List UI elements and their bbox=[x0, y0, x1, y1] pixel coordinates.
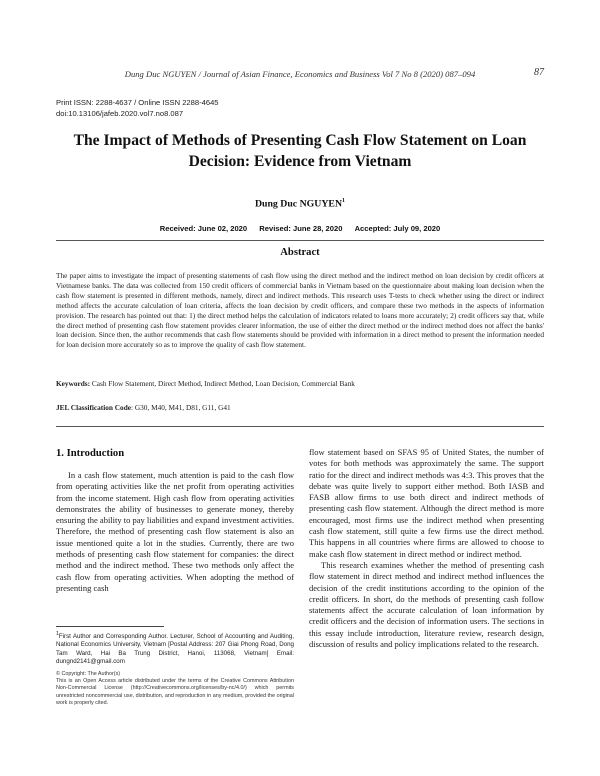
section-heading-introduction: 1. Introduction bbox=[56, 448, 125, 459]
bottom-rule bbox=[56, 426, 544, 427]
author-name bbox=[56, 198, 544, 209]
received-date: Received: June 02, 2020 bbox=[159, 224, 248, 233]
issn-block bbox=[56, 97, 219, 119]
accepted-date: Accepted: July 09, 2020 bbox=[354, 224, 441, 233]
paper-title: The Impact of Methods of Presenting Cash Flow Statement on Loan Decision: Evidence from Vietnam bbox=[73, 132, 527, 170]
abstract-heading: Abstract bbox=[280, 247, 320, 258]
keywords-text: Cash Flow Statement, Direct Method, Indirect Method, Loan Decision, Commercial Bank bbox=[91, 379, 355, 388]
issn-line: Print ISSN: 2288-4637 / Online ISSN 2288-4645 bbox=[56, 98, 219, 107]
jel-line bbox=[56, 403, 544, 412]
revised-date: Revised: June 28, 2020 bbox=[259, 224, 343, 233]
top-rule bbox=[56, 240, 544, 241]
right-column bbox=[309, 447, 544, 650]
footnote-text: First Author and Corresponding Author. Lecturer, School of Accounting and Auditing, National Economics University, Vietnam [Postal Address: 207 Giai Phong Road, Dong Tam Ward, Hai Ba Trung District, Hanoi, 113068, Vietnam] Email: dungnd2141@gmail.com bbox=[56, 633, 294, 665]
jel-label: JEL Classification Code bbox=[56, 403, 132, 412]
author-footnote-mark: 1 bbox=[342, 198, 346, 204]
intro-paragraph-2: flow statement based on SFAS 95 of United States, the number of votes for both methods was approximately the same. The support ratio for the direct and indirect methods was 4:3. This proves that the debate was quite lively to support either method. Both IASB and FASB allow firms to use both direct and indirect methods of presenting cash flow statement. Although the direct method is more encouraged, most firms use the indirect method when presenting cash flow statement, still quite a few firms use the direct method. This happens in all countries where firms are allowed to choose to make cash flow statement in direct method or indirect method. bbox=[309, 447, 544, 559]
keywords-label: Keywords: bbox=[56, 379, 91, 388]
abstract-body: The paper aims to investigate the impact of presenting statements of cash flow using the direct method and the indirect method on loan decision by credit officers at Vietnamese banks. The data was collected from 150 credit officers of commercial banks in Vietnam based on the questionnaire about making loan decision when the cash flow statement is presented in different methods, namely, direct and indirect methods. This research uses T-tests to check whether using the direct or indirect method affects the accurate calculation of loan criteria, affects the loan decision by credit officers, and compare these two methods in the aspects of information provision. The research has pointed out that: 1) the direct method helps the calculation of indicators related to loans more accurately; 2) credit officers say that, while the direct method of presenting cash flow statement provides clearer information, the use of either the direct method or the indirect method does not affect the banks' loan decision. Since then, the author recommends that cash flow statements should be provided with information in a direct method to present the information needed for loan decision more accurately so as to improve the quality of cash flow statement. bbox=[56, 271, 544, 350]
copyright-notice bbox=[56, 671, 294, 707]
running-header: Dung Duc NGUYEN / Journal of Asian Finance, Economics and Business Vol 7 No 8 (2020) 087–094 bbox=[124, 69, 476, 79]
footnote-mark: 1 bbox=[56, 631, 59, 637]
intro-paragraph-3: This research examines whether the method of presenting cash flow statement in direct method and indirect method influences the decision of the credit institutions according to the opinion of the credit officers. In short, do the methods of presenting cash follow statements affect the accurate calculation of loan information by credit officers and the decision of information users. The sections in this essay include introduction, literature review, research design, discussion of results and policy implications related to the research. bbox=[309, 559, 544, 650]
doi-line: doi:10.13106/jafeb.2020.vol7.no8.087 bbox=[56, 109, 184, 118]
jel-codes: : G30, M40, M41, D81, G11, G41 bbox=[131, 403, 231, 412]
left-column bbox=[56, 470, 294, 594]
author-name-text: Dung Duc NGUYEN bbox=[254, 198, 343, 210]
article-dates bbox=[56, 224, 544, 233]
keywords-line bbox=[56, 379, 544, 388]
intro-paragraph-1: In a cash flow statement, much attention is paid to the cash flow from operating activities like the net profit from operating activities from the income statement. High cash flow from operating activities demonstrates the ability of businesses to generate money, thereby ensuring the ability to pay liabilities and expand investment activities. Therefore, the method of presenting cash flow statement is also an issue mentioned quite a lot in the studies. Currently, there are two methods of presenting cash flow statement for companies: the direct method and the indirect method. These two methods only affect the cash flow from operating activities. When adopting the method of presenting cash bbox=[56, 470, 294, 593]
license-text: This is an Open Access article distributed under the terms of the Creative Commons Attribution Non-Commercial License (http://Creativecommons.org/licenses/by-nc/4.0/) which permits unrestricted noncommercial use, distribution, and reproduction in any medium, provided the original work is properly cited. bbox=[56, 678, 294, 706]
copyright-line: © Copyright: The Author(s) bbox=[56, 671, 121, 677]
author-footnote bbox=[56, 630, 294, 666]
footnote-rule bbox=[56, 626, 164, 627]
page-number: 87 bbox=[534, 67, 544, 78]
